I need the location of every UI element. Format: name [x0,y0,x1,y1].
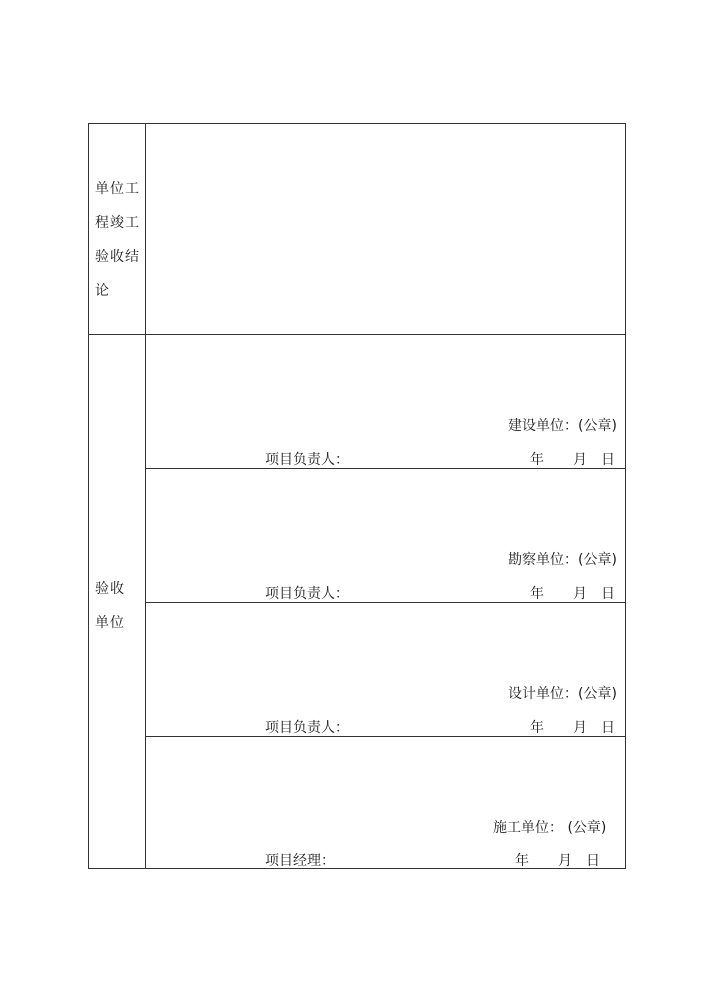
month-label: 月 [573,720,587,736]
conclusion-label [89,172,145,308]
year-label: 年 [530,586,544,602]
unit-seal-label: 设计单位：(公章) [508,686,617,702]
row-divider-conclusion [89,334,625,335]
acceptance-form-table [88,123,626,869]
conclusion-label-line: 程竣工 [95,215,140,231]
month-label: 月 [573,452,587,468]
unit-seal-label: 勘察单位：(公章) [508,552,617,568]
day-label: 日 [601,720,615,736]
conclusion-label-line: 验收结 [95,249,140,265]
acceptance-label-line: 单位 [95,615,125,631]
year-label: 年 [530,720,544,736]
project-manager-label: 项目经理： [265,853,335,869]
row-divider-section-2 [145,602,625,603]
year-label: 年 [530,452,544,468]
column-divider [145,124,146,868]
conclusion-label-line: 论 [95,283,110,299]
year-label: 年 [515,853,529,869]
acceptance-units-label [89,572,145,640]
row-divider-section-1 [145,468,625,469]
day-label: 日 [601,586,615,602]
day-label: 日 [601,452,615,468]
unit-seal-label: 建设单位：(公章) [508,418,617,434]
unit-seal-label: 施工单位： (公章) [493,820,607,836]
row-divider-section-3 [145,736,625,737]
acceptance-label-line: 验收 [95,581,125,597]
person-in-charge-label: 项目负责人： [265,452,349,468]
month-label: 月 [558,853,572,869]
day-label: 日 [586,853,600,869]
conclusion-label-line: 单位工 [95,181,140,197]
month-label: 月 [573,586,587,602]
person-in-charge-label: 项目负责人： [265,586,349,602]
person-in-charge-label: 项目负责人： [265,720,349,736]
